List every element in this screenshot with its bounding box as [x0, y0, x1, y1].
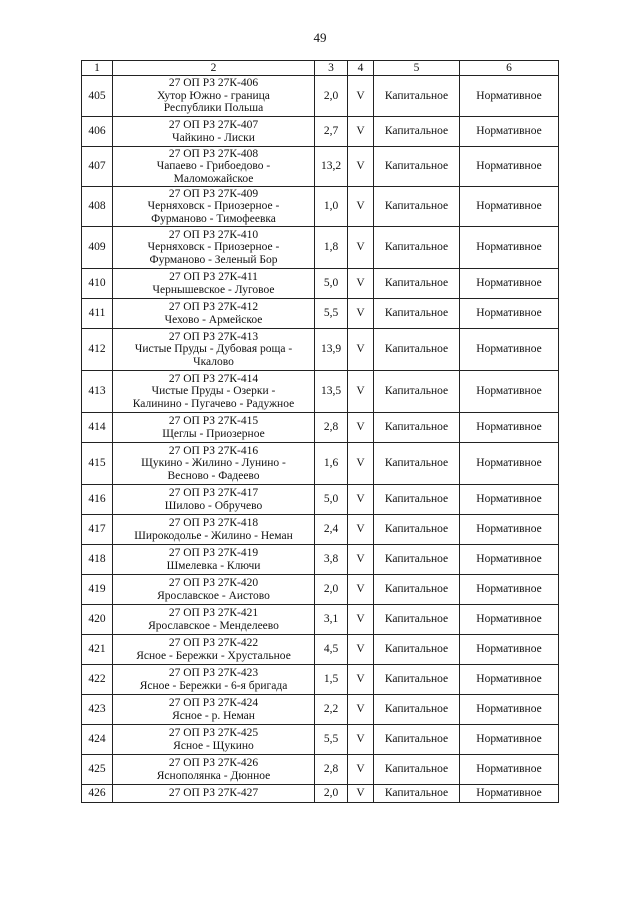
row-number-cell: 424	[82, 725, 113, 755]
length-cell: 2,0	[315, 785, 348, 803]
road-name-line: Ясное - Бережки - 6-я бригада	[139, 679, 288, 692]
road-name-line: Яснополянка - Дюнное	[156, 769, 271, 782]
state-cell: Нормативное	[460, 725, 559, 755]
road-name-line: Фурманово - Тимофеевка	[151, 212, 276, 225]
category-cell: V	[348, 269, 374, 299]
length-cell: 5,5	[315, 299, 348, 329]
category-cell: V	[348, 515, 374, 545]
table-row	[82, 575, 559, 605]
road-name-cell	[113, 665, 315, 695]
table-row	[82, 755, 559, 785]
road-name-line: Шмелевка - Ключи	[166, 559, 261, 572]
length-cell: 4,5	[315, 635, 348, 665]
row-number-cell: 419	[82, 575, 113, 605]
road-name-line: 27 ОП РЗ 27К-420	[168, 576, 259, 589]
table-row	[82, 329, 559, 371]
road-name-cell	[113, 227, 315, 269]
state-cell: Нормативное	[460, 755, 559, 785]
category-cell: V	[348, 485, 374, 515]
road-name-line: Чкалово	[193, 355, 234, 368]
category-cell: V	[348, 605, 374, 635]
table-row	[82, 187, 559, 227]
state-cell: Нормативное	[460, 443, 559, 485]
table-header-row	[82, 61, 559, 76]
table-row	[82, 515, 559, 545]
length-cell: 2,0	[315, 575, 348, 605]
page-number: 49	[313, 30, 327, 45]
category-cell: V	[348, 443, 374, 485]
surface-cell: Капитальное	[374, 269, 460, 299]
row-number-cell: 406	[82, 117, 113, 147]
category-cell: V	[348, 695, 374, 725]
state-cell: Нормативное	[460, 187, 559, 227]
road-name-line: 27 ОП РЗ 27К-415	[168, 414, 259, 427]
header-cell-1: 1	[82, 61, 113, 76]
category-cell: V	[348, 413, 374, 443]
table-row	[82, 117, 559, 147]
length-cell: 3,8	[315, 545, 348, 575]
road-name-line: Ясное - Бережки - Хрустальное	[136, 649, 291, 662]
road-name-cell	[113, 269, 315, 299]
road-name-line: Республики Польша	[163, 102, 264, 115]
road-name-cell	[113, 695, 315, 725]
row-number-cell: 425	[82, 755, 113, 785]
table-row	[82, 785, 559, 803]
category-cell: V	[348, 147, 374, 187]
length-cell: 13,9	[315, 329, 348, 371]
header-cell-5: 5	[374, 61, 460, 76]
surface-cell: Капитальное	[374, 545, 460, 575]
table-row	[82, 443, 559, 485]
surface-cell: Капитальное	[374, 635, 460, 665]
road-name-line: 27 ОП РЗ 27К-427	[168, 787, 259, 800]
state-cell: Нормативное	[460, 485, 559, 515]
category-cell: V	[348, 575, 374, 605]
length-cell: 2,4	[315, 515, 348, 545]
road-name-line: Щеглы - Приозерное	[162, 427, 265, 440]
row-number-cell: 408	[82, 187, 113, 227]
state-cell: Нормативное	[460, 413, 559, 443]
state-cell: Нормативное	[460, 329, 559, 371]
length-cell: 1,8	[315, 227, 348, 269]
table-row	[82, 635, 559, 665]
surface-cell: Капитальное	[374, 329, 460, 371]
surface-cell: Капитальное	[374, 605, 460, 635]
table-row	[82, 413, 559, 443]
road-name-cell	[113, 545, 315, 575]
row-number-cell: 418	[82, 545, 113, 575]
road-name-line: Маломожайское	[173, 172, 254, 185]
category-cell: V	[348, 785, 374, 803]
header-cell-3: 3	[315, 61, 348, 76]
road-name-line: Черняховск - Приозерное -	[147, 241, 280, 254]
roads-table	[81, 60, 559, 803]
length-cell: 2,7	[315, 117, 348, 147]
road-name-cell	[113, 413, 315, 443]
road-name-cell	[113, 147, 315, 187]
category-cell: V	[348, 725, 374, 755]
road-name-line: 27 ОП РЗ 27К-411	[169, 270, 258, 283]
table-row	[82, 485, 559, 515]
length-cell: 5,0	[315, 269, 348, 299]
table-row	[82, 371, 559, 413]
length-cell: 5,0	[315, 485, 348, 515]
row-number-cell: 417	[82, 515, 113, 545]
table-row	[82, 227, 559, 269]
road-name-line: Ярославское - Аистово	[157, 589, 270, 602]
row-number-cell: 405	[82, 76, 113, 117]
row-number-cell: 420	[82, 605, 113, 635]
row-number-cell: 416	[82, 485, 113, 515]
road-name-line: 27 ОП РЗ 27К-424	[168, 696, 259, 709]
state-cell: Нормативное	[460, 299, 559, 329]
row-number-cell: 415	[82, 443, 113, 485]
category-cell: V	[348, 329, 374, 371]
surface-cell: Капитальное	[374, 755, 460, 785]
surface-cell: Капитальное	[374, 227, 460, 269]
table-row	[82, 695, 559, 725]
length-cell: 13,2	[315, 147, 348, 187]
surface-cell: Капитальное	[374, 147, 460, 187]
road-name-line: Черняховск - Приозерное -	[147, 200, 280, 213]
row-number-cell: 414	[82, 413, 113, 443]
category-cell: V	[348, 665, 374, 695]
state-cell: Нормативное	[460, 695, 559, 725]
category-cell: V	[348, 76, 374, 117]
length-cell: 1,0	[315, 187, 348, 227]
road-name-line: 27 ОП РЗ 27К-421	[168, 606, 259, 619]
road-name-line: Чехово - Армейское	[164, 313, 263, 326]
surface-cell: Капитальное	[374, 413, 460, 443]
state-cell: Нормативное	[460, 76, 559, 117]
row-number-cell: 413	[82, 371, 113, 413]
state-cell: Нормативное	[460, 665, 559, 695]
length-cell: 1,6	[315, 443, 348, 485]
road-name-cell	[113, 755, 315, 785]
road-name-cell	[113, 329, 315, 371]
row-number-cell: 409	[82, 227, 113, 269]
road-name-line: 27 ОП РЗ 27К-426	[168, 756, 259, 769]
road-name-line: 27 ОП РЗ 27К-407	[168, 118, 259, 131]
road-name-line: 27 ОП РЗ 27К-422	[168, 636, 259, 649]
road-name-line: 27 ОП РЗ 27К-409	[168, 187, 259, 200]
row-number-cell: 422	[82, 665, 113, 695]
category-cell: V	[348, 635, 374, 665]
surface-cell: Капитальное	[374, 485, 460, 515]
road-name-cell	[113, 117, 315, 147]
row-number-cell: 423	[82, 695, 113, 725]
road-name-cell	[113, 76, 315, 117]
road-name-line: 27 ОП РЗ 27К-414	[168, 372, 259, 385]
surface-cell: Капитальное	[374, 515, 460, 545]
state-cell: Нормативное	[460, 227, 559, 269]
road-name-cell	[113, 187, 315, 227]
road-name-line: 27 ОП РЗ 27К-416	[168, 444, 259, 457]
road-name-cell	[113, 443, 315, 485]
length-cell: 5,5	[315, 725, 348, 755]
table-row	[82, 147, 559, 187]
state-cell: Нормативное	[460, 117, 559, 147]
header-cell-2: 2	[113, 61, 315, 76]
road-name-line: Чернышевское - Луговое	[152, 283, 275, 296]
state-cell: Нормативное	[460, 515, 559, 545]
road-name-cell	[113, 485, 315, 515]
length-cell: 2,8	[315, 755, 348, 785]
road-name-line: Фурманово - Зеленый Бор	[149, 253, 278, 266]
road-name-line: 27 ОП РЗ 27К-410	[168, 228, 259, 241]
state-cell: Нормативное	[460, 545, 559, 575]
state-cell: Нормативное	[460, 605, 559, 635]
road-name-line: Чапаево - Грибоедово -	[156, 160, 271, 173]
surface-cell: Капитальное	[374, 187, 460, 227]
table-row	[82, 545, 559, 575]
table-row	[82, 665, 559, 695]
category-cell: V	[348, 299, 374, 329]
category-cell: V	[348, 371, 374, 413]
road-name-line: Чистые Пруды - Дубовая роща -	[134, 343, 293, 356]
road-name-line: 27 ОП РЗ 27К-425	[168, 726, 259, 739]
road-name-line: 27 ОП РЗ 27К-412	[168, 300, 259, 313]
surface-cell: Капитальное	[374, 725, 460, 755]
category-cell: V	[348, 187, 374, 227]
row-number-cell: 407	[82, 147, 113, 187]
road-name-line: 27 ОП РЗ 27К-413	[168, 330, 259, 343]
state-cell: Нормативное	[460, 371, 559, 413]
road-name-line: Ясное - Щукино	[173, 739, 254, 752]
road-name-cell	[113, 785, 315, 803]
road-name-line: 27 ОП РЗ 27К-423	[168, 666, 259, 679]
road-name-line: 27 ОП РЗ 27К-408	[168, 147, 259, 160]
row-number-cell: 411	[82, 299, 113, 329]
road-name-line: Хутор Южно - граница	[157, 89, 270, 102]
state-cell: Нормативное	[460, 575, 559, 605]
length-cell: 2,0	[315, 76, 348, 117]
surface-cell: Капитальное	[374, 117, 460, 147]
road-name-line: Чистые Пруды - Озерки -	[151, 385, 276, 398]
state-cell: Нормативное	[460, 147, 559, 187]
road-name-line: Ярославское - Менделеево	[148, 619, 279, 632]
surface-cell: Капитальное	[374, 299, 460, 329]
category-cell: V	[348, 545, 374, 575]
road-name-cell	[113, 515, 315, 545]
row-number-cell: 410	[82, 269, 113, 299]
row-number-cell: 426	[82, 785, 113, 803]
road-name-cell	[113, 575, 315, 605]
road-name-line: Шилово - Обручево	[164, 499, 263, 512]
road-name-cell	[113, 635, 315, 665]
length-cell: 13,5	[315, 371, 348, 413]
length-cell: 2,8	[315, 413, 348, 443]
road-name-line: Чайкино - Лиски	[172, 131, 255, 144]
road-name-line: 27 ОП РЗ 27К-406	[168, 77, 259, 90]
road-name-line: 27 ОП РЗ 27К-418	[168, 516, 259, 529]
category-cell: V	[348, 117, 374, 147]
table-row	[82, 605, 559, 635]
surface-cell: Капитальное	[374, 443, 460, 485]
road-name-line: Весново - Фадеево	[167, 469, 260, 482]
row-number-cell: 421	[82, 635, 113, 665]
road-name-cell	[113, 725, 315, 755]
table-row	[82, 725, 559, 755]
road-name-line: Широкодолье - Жилино - Неман	[134, 529, 293, 542]
road-name-line: Ясное - р. Неман	[172, 709, 255, 722]
surface-cell: Капитальное	[374, 665, 460, 695]
state-cell: Нормативное	[460, 635, 559, 665]
road-name-line: 27 ОП РЗ 27К-417	[168, 486, 259, 499]
header-cell-4: 4	[348, 61, 374, 76]
surface-cell: Капитальное	[374, 371, 460, 413]
table-row	[82, 76, 559, 117]
surface-cell: Капитальное	[374, 695, 460, 725]
road-name-line: Щукино - Жилино - Лунино -	[141, 457, 286, 470]
state-cell: Нормативное	[460, 785, 559, 803]
length-cell: 2,2	[315, 695, 348, 725]
road-name-cell	[113, 299, 315, 329]
table-row	[82, 269, 559, 299]
category-cell: V	[348, 755, 374, 785]
state-cell: Нормативное	[460, 269, 559, 299]
length-cell: 3,1	[315, 605, 348, 635]
header-cell-6: 6	[460, 61, 559, 76]
surface-cell: Капитальное	[374, 76, 460, 117]
length-cell: 1,5	[315, 665, 348, 695]
table-row	[82, 299, 559, 329]
road-name-cell	[113, 371, 315, 413]
surface-cell: Капитальное	[374, 575, 460, 605]
category-cell: V	[348, 227, 374, 269]
road-name-line: Калинино - Пугачево - Радужное	[132, 397, 295, 410]
surface-cell: Капитальное	[374, 785, 460, 803]
road-name-line: 27 ОП РЗ 27К-419	[168, 546, 259, 559]
road-name-cell	[113, 605, 315, 635]
row-number-cell: 412	[82, 329, 113, 371]
